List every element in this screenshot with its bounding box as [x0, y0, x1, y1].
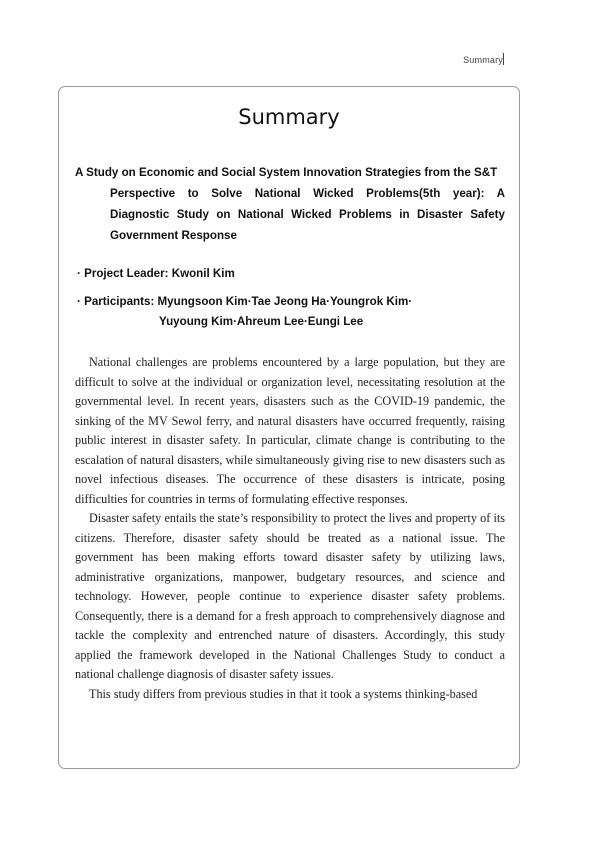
summary-body [75, 353, 505, 704]
study-title-line-1: A Study on Economic and Social System Innovation Strategies from the S&T [75, 166, 498, 179]
study-title [75, 162, 505, 246]
participants-line-1: · Participants: Myungsoon Kim·Tae Jeong Ha·Youngrok Kim· [77, 295, 413, 308]
body-paragraph-1: National challenges are problems encountered by a large population, but they are difficult to solve at the individual or organization level, necessitating resolution at the governmental level. In recent years, disasters such as the COVID-19 pandemic, the sinking of the MV Sewol ferry, and natural disasters have occurred frequently, raising public interest in disaster safety. In particular, climate change is contributing to the escalation of natural disasters, while simultaneously giving rise to new disasters such as novel infectious diseases. The occurrence of these disasters is intricate, posing difficulties for countries in terms of formulating effective responses. [75, 355, 505, 506]
body-paragraph-2: Disaster safety entails the state’s responsibility to protect the lives and property of its citizens. Therefore, disaster safety should be treated as a national issue. The government has been making efforts toward disaster safety by utilizing laws, administrative organizations, manpower, budgetary resources, and science and technology. However, people continue to experience disaster safety problems. Consequently, there is a demand for a fresh approach to comprehensively diagnose and tackle the complexity and entrenched nature of disasters. Accordingly, this study applied the framework developed in the National Challenges Study to conduct a national challenge diagnosis of disaster safety issues. [75, 511, 505, 681]
project-leader: · Project Leader: Kwonil Kim [77, 267, 235, 280]
participants-line-2: Yuyoung Kim·Ahreum Lee·Eungi Lee [159, 315, 364, 328]
study-title-line-2: Perspective to Solve National Wicked Problems(5th year): A [110, 187, 505, 200]
body-paragraph-3: This study differs from previous studies in that it took a systems thinking-based [89, 686, 478, 701]
running-header: Summary [463, 55, 503, 65]
page-title: Summary [238, 105, 340, 129]
study-title-line-4: Government Response [110, 229, 237, 242]
study-title-line-3: Diagnostic Study on National Wicked Problems in Disaster Safety [110, 208, 505, 221]
participants [77, 292, 412, 332]
running-header-divider [503, 53, 504, 65]
